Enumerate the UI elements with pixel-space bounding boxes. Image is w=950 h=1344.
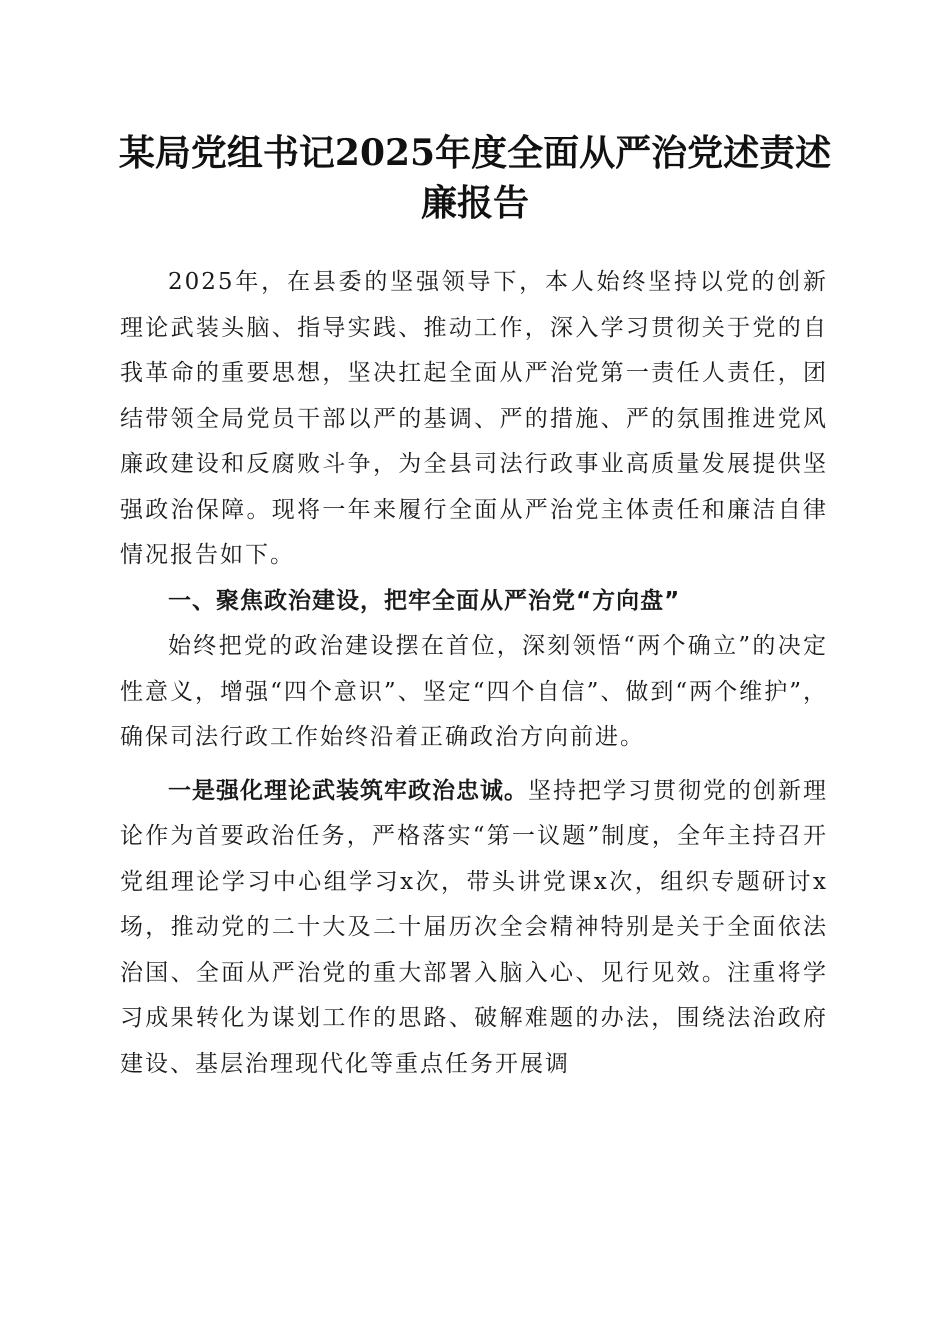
section-1-heading: 一、聚焦政治建设，把牢全面从严治党“方向盘” (168, 587, 681, 614)
document-body (120, 260, 828, 1087)
item-1-text: 坚持把学习贯彻党的创新理论作为首要政治任务，严格落实“第一议题”制度，全年主持召开党组理论学习中心组学习x次，带头讲党课x次，组织专题研讨x场，推动党的二十大及二十届历次全会精神特别是关于全面依法治国、全面从严治党的重大部署入脑入心、见行见效。注重将学习成果转化为谋划工作的思路、破解难题的办法，围绕法治政府建设、基层治理现代化等重点任务开展调 (120, 777, 828, 1077)
paragraph-gap (120, 761, 828, 769)
title-line-2: 廉报告 (420, 182, 529, 224)
item-1-lead: 一是强化理论武装筑牢政治忠诚。 (168, 777, 528, 804)
section-1-paragraph: 始终把党的政治建设摆在首位，深刻领悟“两个确立”的决定性意义，增强“四个意识”、坚定“四个自信”、做到“两个维护”，确保司法行政工作始终沿着正确政治方向前进。 (120, 633, 828, 750)
item-1-paragraph (120, 769, 828, 1088)
document-title (100, 128, 850, 228)
intro-paragraph: 2025年，在县委的坚强领导下，本人始终坚持以党的创新理论武装头脑、指导实践、推动工作，深入学习贯彻关于党的自我革命的重要思想，坚决扛起全面从严治党第一责任人责任，团结带领全局党员干部以严的基调、严的措施、严的氛围推进党风廉政建设和反腐败斗争，为全县司法行政事业高质量发展提供坚强政治保障。现将一年来履行全面从严治党主体责任和廉洁自律情况报告如下。 (120, 269, 828, 568)
title-line-1: 某局党组书记2025年度全面从严治党述责述 (118, 132, 832, 174)
